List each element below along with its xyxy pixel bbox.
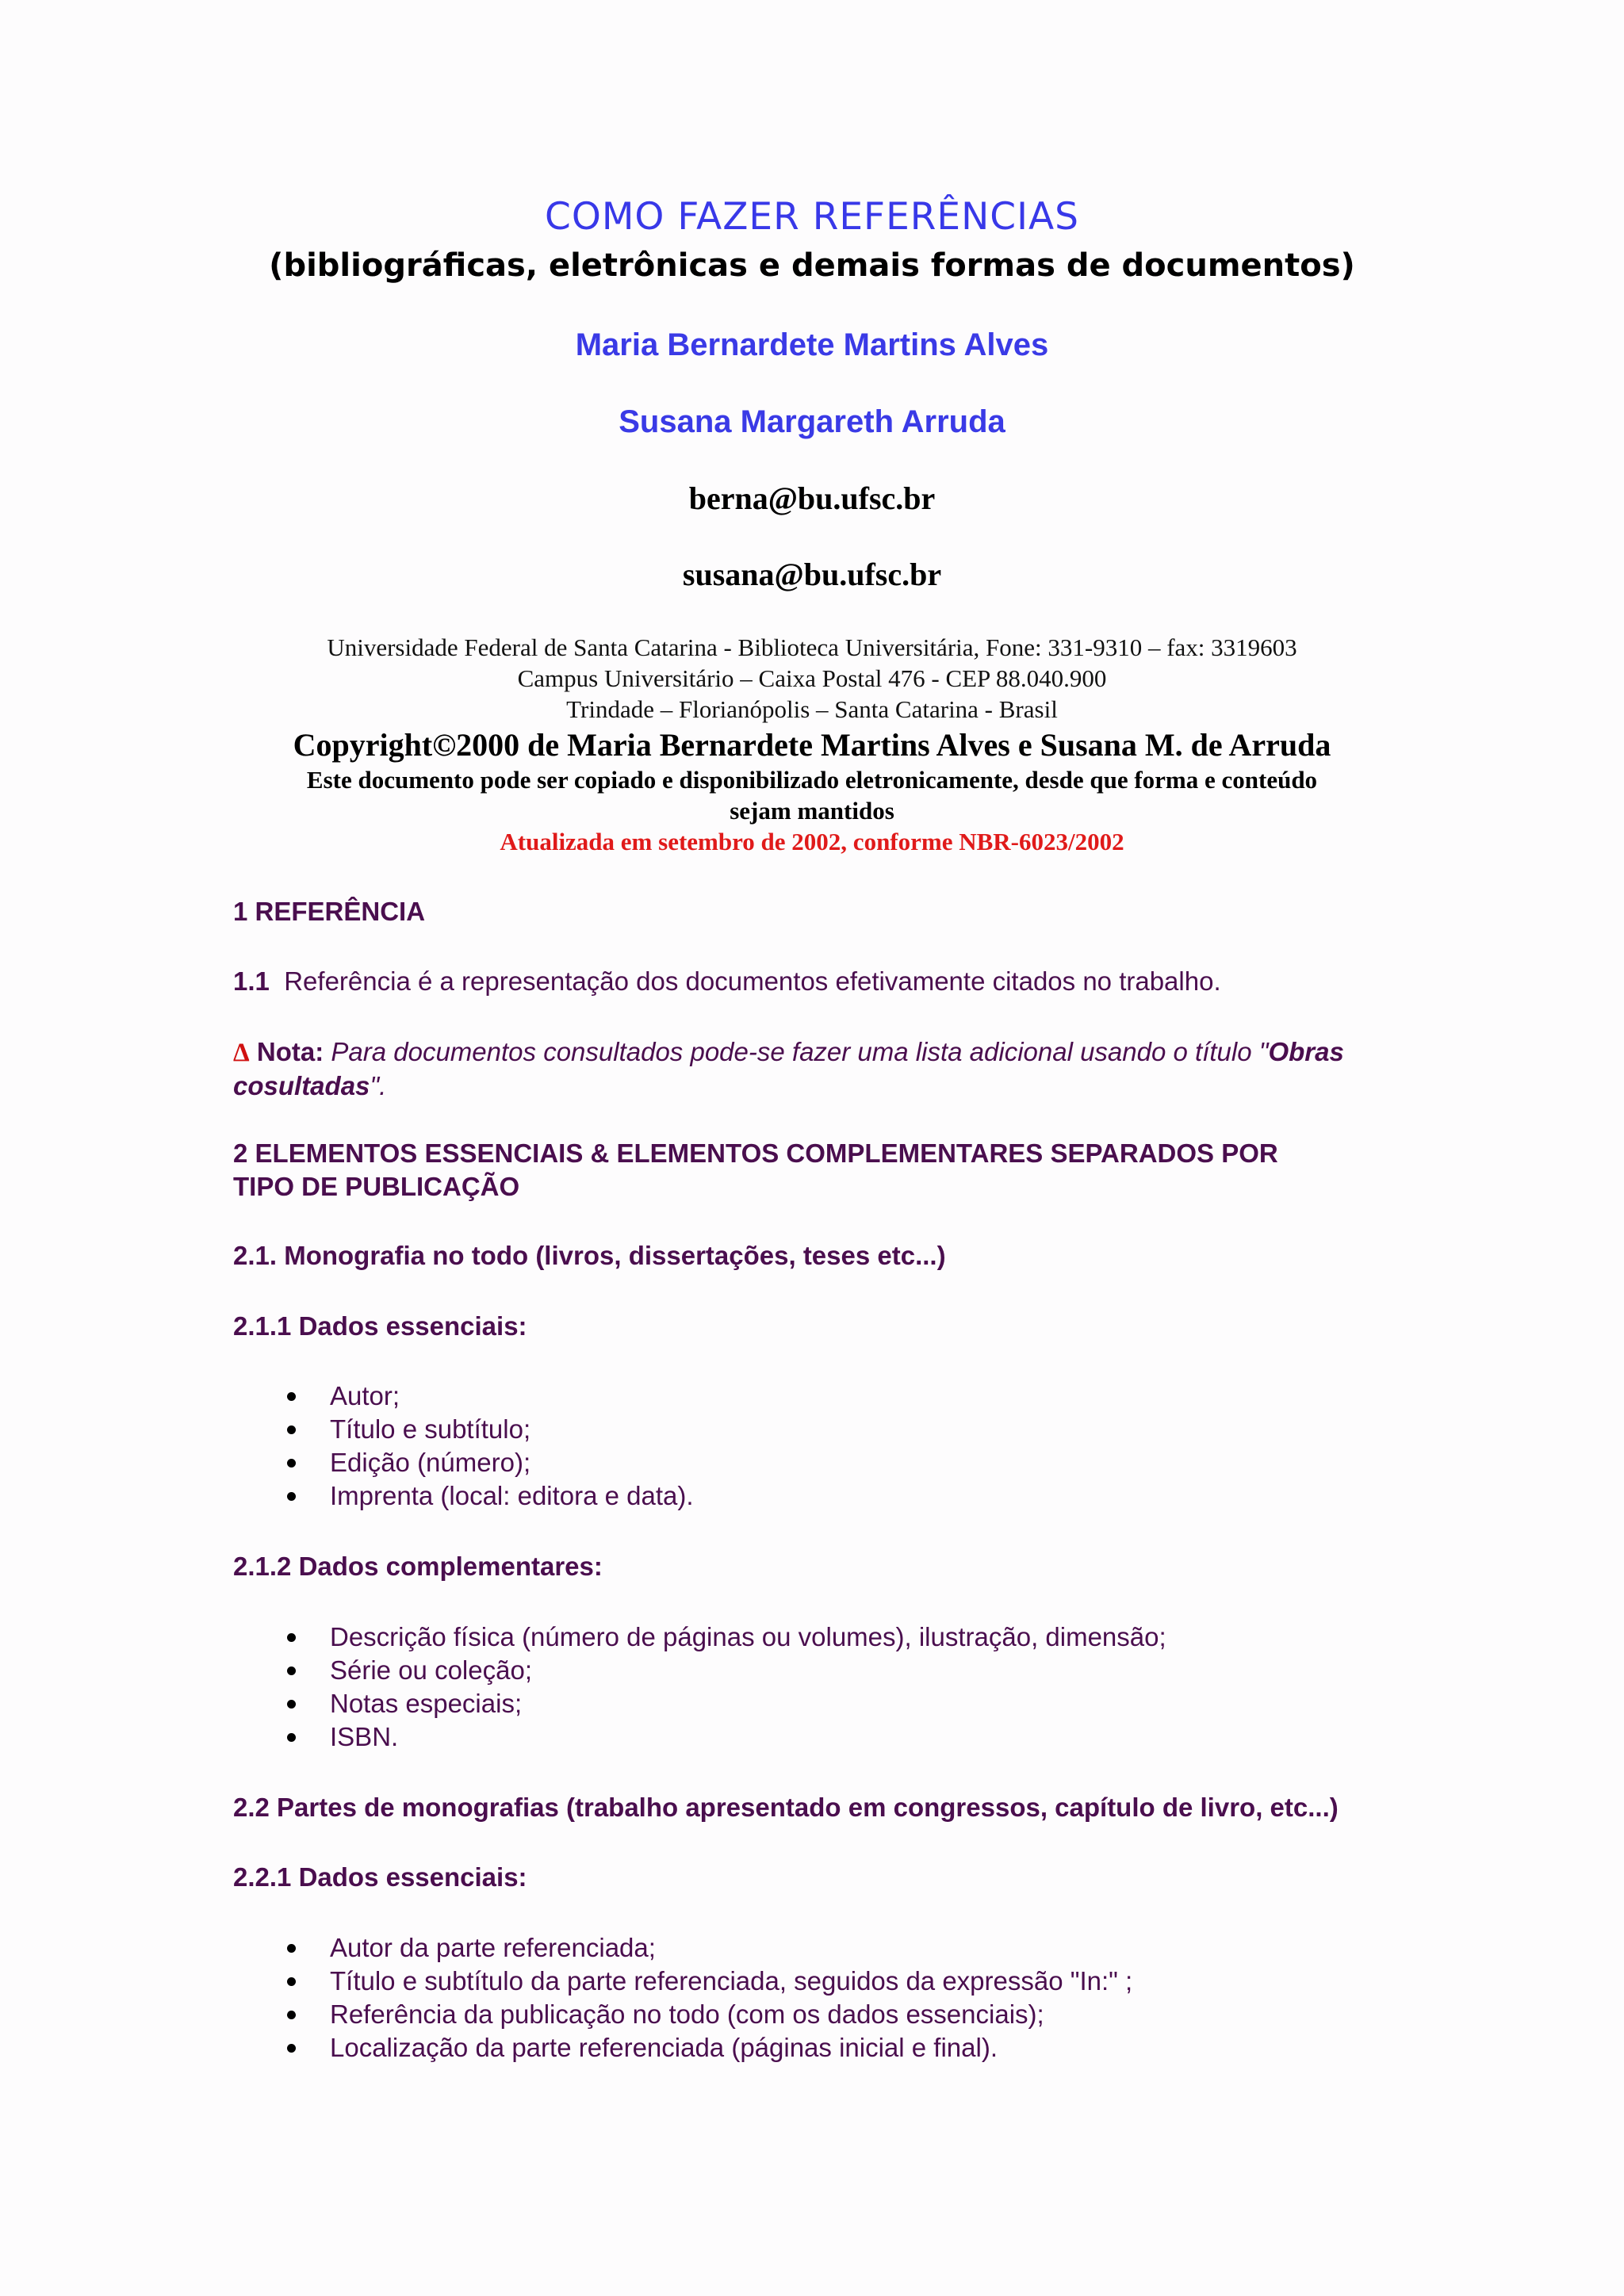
author-1: Maria Bernardete Martins Alves xyxy=(575,327,1049,362)
section-1-heading: 1 REFERÊNCIA xyxy=(233,897,426,926)
bullet-icon xyxy=(287,1459,296,1468)
section-2-heading-line: 2 ELEMENTOS ESSENCIAIS & ELEMENTOS COMPLEMENTARES SEPARADOS POR xyxy=(233,1138,1278,1168)
note-bold-text: Obras cosultadas xyxy=(233,1037,1344,1100)
note-label: Nota: xyxy=(256,1037,324,1066)
document-title: COMO FAZER REFERÊNCIAS xyxy=(545,195,1079,239)
institution-line: Trindade – Florianópolis – Santa Catarina - Brasil xyxy=(566,695,1058,723)
bullet-icon xyxy=(287,1492,296,1501)
list-item: Autor; xyxy=(233,1380,1423,1413)
bullet-icon xyxy=(287,1425,296,1434)
list-item: Título e subtítulo; xyxy=(233,1413,1423,1446)
section-1-1-number: 1.1 xyxy=(233,966,270,996)
note-text: Para documentos consultados pode-se fazer uma lista adicional usando o título " xyxy=(331,1037,1269,1066)
section-2-1-2-heading: 2.1.2 Dados complementares: xyxy=(233,1552,603,1581)
section-2-heading xyxy=(233,1137,1399,1203)
note-paragraph xyxy=(233,1035,1399,1103)
email-1[interactable]: berna@bu.ufsc.br xyxy=(688,480,936,516)
list-item: Descrição física (número de páginas ou volumes), ilustração, dimensão; xyxy=(233,1621,1423,1654)
section-2-2-heading: 2.2 Partes de monografias (trabalho apresentado em congressos, capítulo de livro, etc...) xyxy=(233,1793,1339,1822)
list-item: Imprenta (local: editora e data). xyxy=(233,1479,1423,1513)
author-2: Susana Margareth Arruda xyxy=(619,404,1005,439)
note-text-end: ". xyxy=(370,1071,387,1100)
bullet-icon xyxy=(287,1392,296,1401)
bullet-icon xyxy=(287,1944,296,1953)
list-item: Localização da parte referenciada (páginas inicial e final). xyxy=(233,2031,1423,2064)
section-2-2-1-heading: 2.2.1 Dados essenciais: xyxy=(233,1862,527,1892)
list-item: Edição (número); xyxy=(233,1446,1423,1479)
delta-icon: Δ xyxy=(233,1039,250,1067)
complementary-data-list xyxy=(233,1621,1423,1754)
parts-essential-data-list xyxy=(233,1931,1423,2064)
bullet-icon xyxy=(287,2044,296,2053)
bullet-icon xyxy=(287,1667,296,1675)
list-item: ISBN. xyxy=(233,1720,1423,1754)
list-item: Série ou coleção; xyxy=(233,1654,1423,1687)
list-item: Referência da publicação no todo (com os dados essenciais); xyxy=(233,1998,1423,2031)
section-2-1-heading: 2.1. Monografia no todo (livros, dissertações, teses etc...) xyxy=(233,1241,946,1270)
bullet-icon xyxy=(287,1733,296,1742)
bullet-icon xyxy=(287,2011,296,2019)
email-2[interactable]: susana@bu.ufsc.br xyxy=(682,557,942,592)
institution-line: Universidade Federal de Santa Catarina - Biblioteca Universitária, Fone: 331-9310 – fax: 3319603 xyxy=(327,633,1297,661)
list-item: Título e subtítulo da parte referenciada, seguidos da expressão "In:" ; xyxy=(233,1965,1423,1998)
permission-line: sejam mantidos xyxy=(730,797,894,825)
section-2-1-1-heading: 2.1.1 Dados essenciais: xyxy=(233,1311,527,1341)
section-1-1-text: Referência é a representação dos documentos efetivamente citados no trabalho. xyxy=(284,966,1221,996)
section-2-heading-line: TIPO DE PUBLICAÇÃO xyxy=(233,1172,520,1201)
list-item: Autor da parte referenciada; xyxy=(233,1931,1423,1965)
bullet-icon xyxy=(287,1700,296,1709)
list-item: Notas especiais; xyxy=(233,1687,1423,1720)
bullet-icon xyxy=(287,1977,296,1986)
document-subtitle: (bibliográficas, eletrônicas e demais formas de documentos) xyxy=(269,247,1355,284)
bullet-icon xyxy=(287,1633,296,1642)
copyright-line: Copyright©2000 de Maria Bernardete Martins Alves e Susana M. de Arruda xyxy=(293,727,1331,763)
essential-data-list xyxy=(233,1380,1423,1513)
institution-line: Campus Universitário – Caixa Postal 476 - CEP 88.040.900 xyxy=(517,664,1107,692)
permission-line: Este documento pode ser copiado e disponibilizado eletronicamente, desde que forma e conteúdo xyxy=(306,766,1318,794)
section-1-1-paragraph xyxy=(233,965,1399,998)
updated-note: Atualizada em setembro de 2002, conforme NBR-6023/2002 xyxy=(500,828,1124,855)
